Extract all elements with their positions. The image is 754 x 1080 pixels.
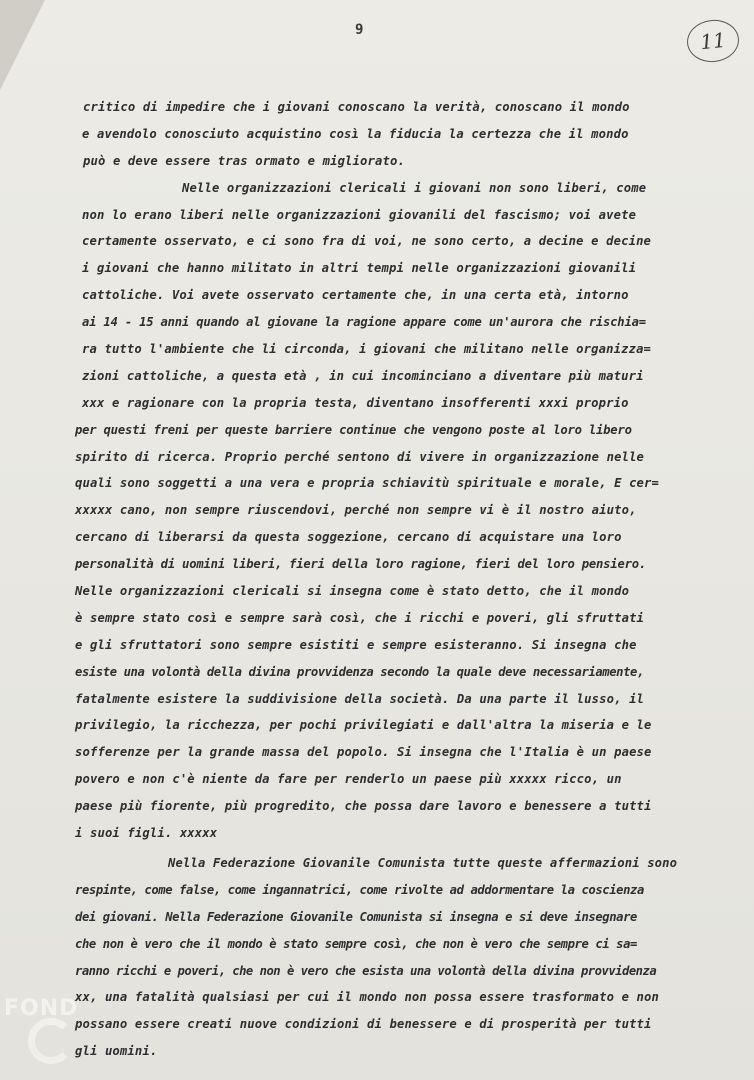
text-line: critico di impedire che i giovani conoscano la verità, conoscano il mondo <box>83 100 630 114</box>
text-line: cattoliche. Voi avete osservato certamente che, in una certa età, intorno <box>82 288 629 303</box>
text-line: fatalmente esistere la suddivisione della società. Da una parte il lusso, il <box>75 691 645 706</box>
page-number: 9 <box>355 22 364 38</box>
text-line: esiste una volontà della divina provvidenza secondo la quale deve necessariamente, <box>75 664 644 679</box>
text-line: Nelle organizzazioni clericali i giovani non sono liberi, come <box>182 180 647 195</box>
text-line: e avendolo conosciuto acquistino così la fiducia la certezza che il mondo <box>82 126 629 141</box>
text-line: zioni cattoliche, a questa età , in cui incominciano a diventare più maturi <box>82 368 644 383</box>
text-line: spirito di ricerca. Proprio perché sentono di vivere in organizzazione nelle <box>75 449 645 464</box>
text-line: non lo erano liberi nelle organizzazioni giovanili del fascismo; voi avete <box>82 207 637 222</box>
text-line: paese più fiorente, più progredito, che possa dare lavoro e benessere a tutti <box>75 799 652 814</box>
text-line: che non è vero che il mondo è stato sempre così, che non è vero che sempre ci sa= <box>75 936 637 951</box>
text-line: è sempre stato così e sempre sarà così, che i ricchi e poveri, gli sfruttati <box>75 610 645 625</box>
text-line: sofferenze per la grande massa del popolo. Si insegna che l'Italia è un paese <box>75 745 652 760</box>
text-line: xxx e ragionare con la propria testa, diventano insofferenti xxxi proprio <box>82 395 629 410</box>
text-line: può e deve essere tras ormato e migliorato. <box>83 153 405 168</box>
text-line: possano essere creati nuove condizioni di benessere e di prosperità per tutti <box>75 1017 652 1032</box>
text-line: Nella Federazione Giovanile Comunista tutte queste affermazioni sono <box>168 855 678 870</box>
watermark-logo-icon <box>28 1018 74 1064</box>
text-line: povero e non c'è niente da fare per renderlo un paese più xxxxx ricco, un <box>75 772 622 787</box>
text-line: respinte, come false, come ingannatrici, come rivolte ad addormentare la coscienza <box>75 882 644 897</box>
archive-watermark: FOND <box>4 996 79 1021</box>
text-line: e gli sfruttatori sono sempre esistiti e sempre esisteranno. Si insegna che <box>75 637 637 652</box>
text-line: ra tutto l'ambiente che li circonda, i giovani che militano nelle organizza= <box>82 342 652 357</box>
text-line: i giovani che hanno militato in altri tempi nelle organizzazioni giovanili <box>82 261 637 276</box>
text-line: dei giovani. Nella Federazione Giovanile Comunista si insegna e si deve insegnare <box>75 909 637 924</box>
text-line: ai 14 - 15 anni quando al giovane la ragione appare come un'aurora che rischia= <box>82 315 646 330</box>
typewritten-text <box>0 94 754 1065</box>
page-fold-corner <box>0 0 45 90</box>
archive-number-stamp: 11 <box>685 17 741 64</box>
text-line: privilegio, la ricchezza, per pochi privilegiati e dall'altra la miseria e le <box>75 718 652 733</box>
text-line: certamente osservato, e ci sono fra di voi, ne sono certo, a decine e decine <box>82 234 652 249</box>
text-line: i suoi figli. xxxxx <box>75 826 218 841</box>
text-line: Nelle organizzazioni clericali si insegna come è stato detto, che il mondo <box>75 584 630 599</box>
text-line: personalità di uomini liberi, fieri della loro ragione, fieri del loro pensiero. <box>75 557 646 572</box>
text-line: ranno ricchi e poveri, che non è vero che esista una volontà della divina provvidenza <box>75 963 657 978</box>
text-line: cercano di liberarsi da questa soggezione, cercano di acquistare una loro <box>75 530 622 545</box>
text-line: gli uomini. <box>75 1044 158 1059</box>
text-line: xxxxx cano, non sempre riuscendovi, perché non sempre vi è il nostro aiuto, <box>75 503 637 518</box>
text-line: per questi freni per queste barriere continue che vengono poste al loro libero <box>75 422 632 437</box>
text-line: xx, una fatalità qualsiasi per cui il mondo non possa essere trasformato e non <box>75 990 660 1005</box>
text-line: quali sono soggetti a una vera e propria schiavitù spirituale e morale, E cer= <box>75 476 660 491</box>
